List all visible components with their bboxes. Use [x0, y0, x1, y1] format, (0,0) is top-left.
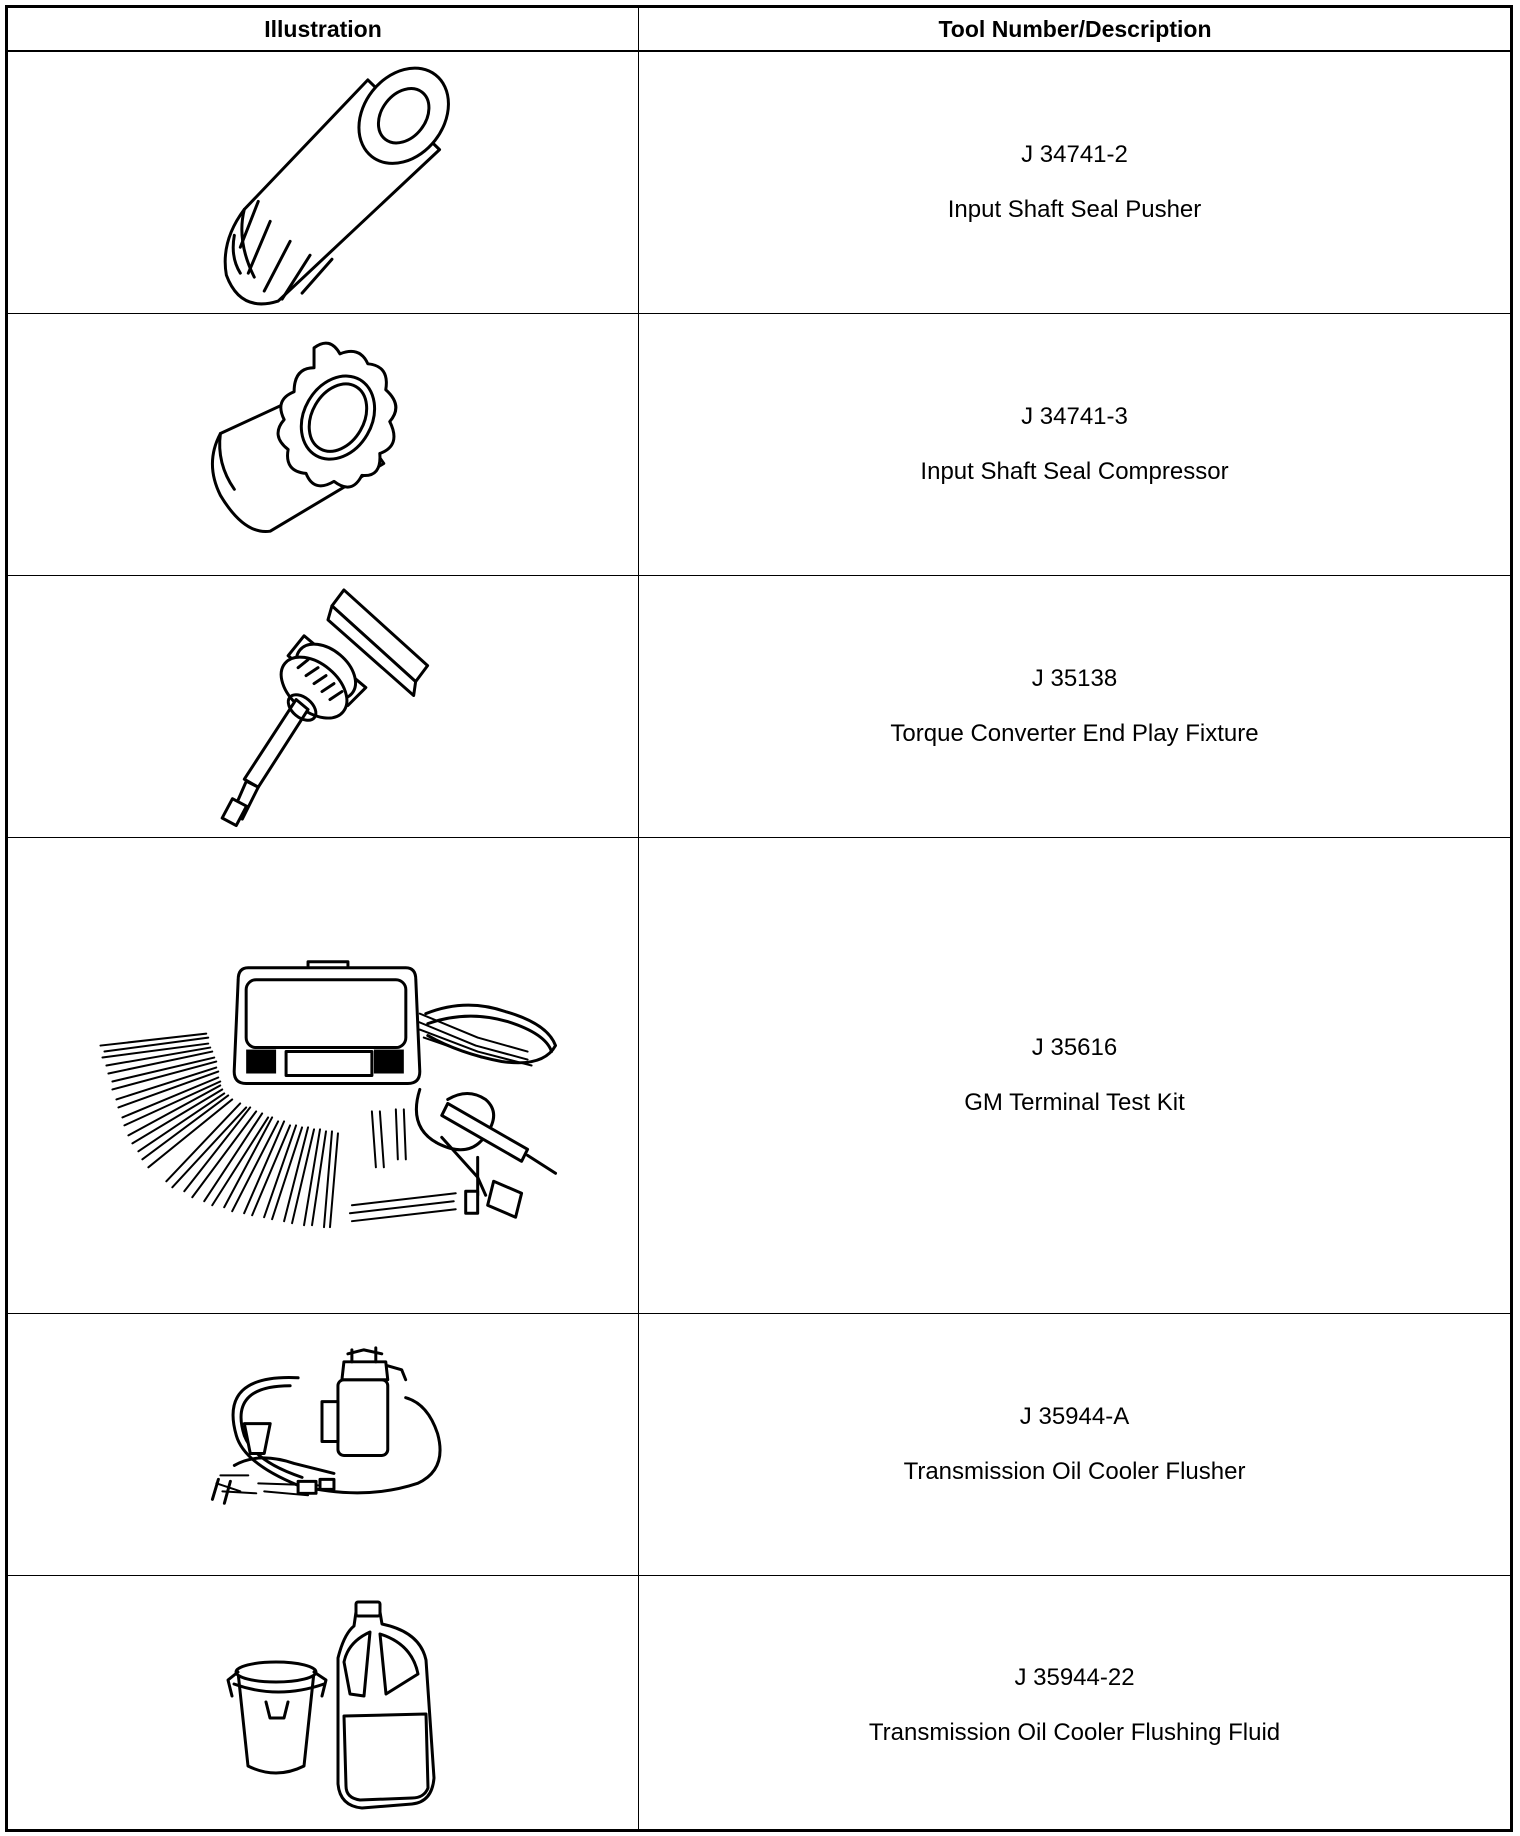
illustration-column-header: Illustration [264, 16, 382, 42]
tool-number: J 35944-A [1019, 1403, 1130, 1430]
tool-number: J 35138 [1031, 665, 1118, 692]
tool-description: Transmission Oil Cooler Flusher [903, 1458, 1246, 1485]
description-column-header: Tool Number/Description [938, 16, 1212, 42]
tool-description-cell [639, 314, 1510, 575]
tool-number: J 34741-3 [1021, 403, 1128, 430]
tool-number: J 35616 [1031, 1034, 1118, 1061]
table-row [8, 838, 1510, 1314]
table-row [8, 1314, 1510, 1576]
tool-description: Input Shaft Seal Compressor [920, 458, 1229, 485]
tool-description: Transmission Oil Cooler Flushing Fluid [868, 1719, 1281, 1746]
terminal-test-kit-icon [8, 838, 638, 1313]
tool-description: Torque Converter End Play Fixture [890, 720, 1259, 747]
seal-pusher-icon [8, 52, 638, 313]
tool-description: GM Terminal Test Kit [964, 1089, 1185, 1116]
tool-table [5, 5, 1513, 1832]
tool-number: J 34741-2 [1021, 141, 1128, 168]
table-row [8, 1576, 1510, 1835]
seal-compressor-icon [8, 314, 638, 575]
end-play-fixture-icon [8, 576, 638, 837]
table-row [8, 576, 1510, 838]
tool-description-cell [639, 1576, 1510, 1835]
table-row [8, 314, 1510, 576]
tool-description-cell [639, 838, 1510, 1313]
tool-number: J 35944-22 [1014, 1664, 1135, 1691]
cooler-flusher-icon [8, 1314, 638, 1575]
tool-description: Input Shaft Seal Pusher [947, 196, 1202, 223]
table-row [8, 52, 1510, 314]
tool-description-cell [639, 52, 1510, 313]
table-header-row [8, 8, 1510, 52]
tool-description-cell [639, 576, 1510, 837]
flushing-fluid-icon [8, 1576, 638, 1835]
tool-description-cell [639, 1314, 1510, 1575]
